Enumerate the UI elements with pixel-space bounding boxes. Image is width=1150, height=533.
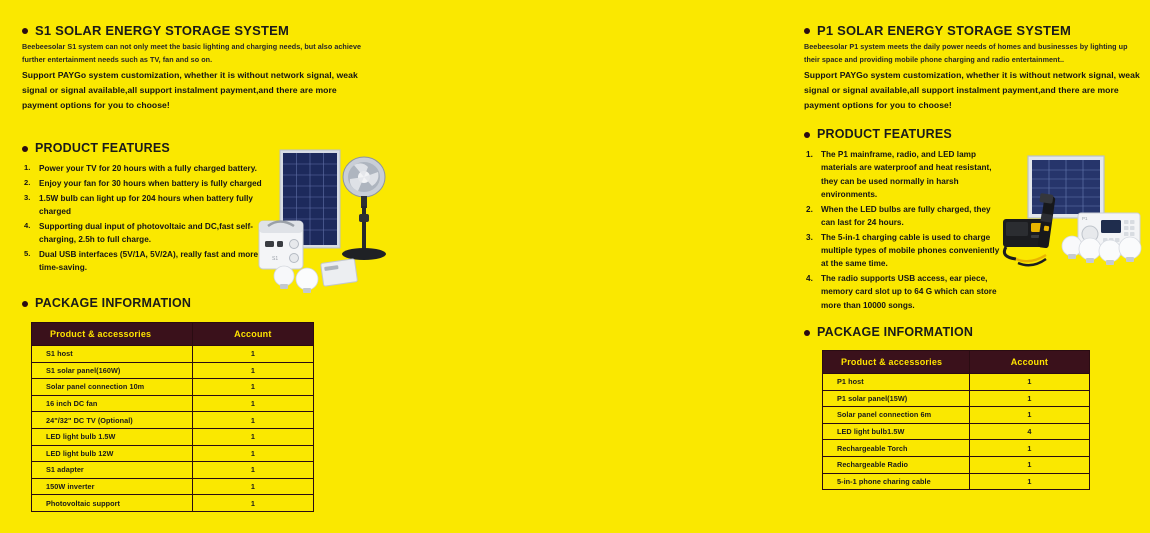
- cell-account: 1: [192, 346, 313, 363]
- table-row: [32, 395, 314, 412]
- right-features-list: [804, 148, 1004, 313]
- cell-account: 1: [192, 395, 313, 412]
- left-package-table: [31, 322, 314, 512]
- left-product-column: [0, 0, 390, 533]
- list-item-number: 1.: [806, 150, 813, 159]
- cell-account: 1: [192, 412, 313, 429]
- table-row: [823, 423, 1090, 440]
- bullet-dot-icon: [22, 146, 28, 152]
- cell-product: LED light bulb 12W: [32, 445, 193, 462]
- list-item: [22, 162, 277, 175]
- table-row: [32, 379, 314, 396]
- list-item-text: Power your TV for 20 hours with a fully charged battery.: [39, 164, 257, 173]
- svg-text:P1: P1: [1082, 216, 1088, 221]
- cell-product: 16 inch DC fan: [32, 395, 193, 412]
- cell-account: 1: [192, 428, 313, 445]
- cell-account: 1: [192, 362, 313, 379]
- left-system-heading: [22, 24, 289, 38]
- list-item-text: When the LED bulbs are fully charged, they can last for 24 hours.: [821, 204, 991, 227]
- list-item-number: 5.: [24, 248, 31, 258]
- cell-account: 1: [969, 407, 1089, 424]
- list-item: [804, 203, 1004, 230]
- pedestal-fan-icon: [342, 157, 386, 260]
- bullet-dot-icon: [22, 28, 28, 34]
- table-row: [823, 473, 1090, 490]
- left-product-photo: [258, 148, 393, 293]
- right-features-title: PRODUCT FEATURES: [817, 127, 952, 141]
- cell-product: S1 host: [32, 346, 193, 363]
- left-system-title: S1 SOLAR ENERGY STORAGE SYSTEM: [35, 23, 290, 38]
- list-item-number: 1.: [24, 163, 31, 172]
- list-item: [22, 177, 277, 190]
- list-item-number: 2.: [24, 177, 31, 187]
- cell-product: Rechargeable Torch: [823, 440, 970, 457]
- right-product-column: [400, 0, 1140, 533]
- cell-account: 1: [969, 440, 1089, 457]
- cell-product: 24"/32" DC TV (Optional): [32, 412, 193, 429]
- list-item-text: Supporting dual input of photovoltaic and DC,fast self-charging, 2.5h to full charge.: [39, 221, 253, 244]
- cell-account: 4: [969, 423, 1089, 440]
- cell-product: LED light bulb 1.5W: [32, 428, 193, 445]
- inverter-icon: [321, 259, 358, 287]
- table-row: [823, 456, 1090, 473]
- table-row: [32, 362, 314, 379]
- right-intro-bold: Support PAYGo system customization, whether it is without network signal, weak signal or signal available,all support instalment payment,and there are more payment options for you to choose!: [804, 70, 1140, 110]
- s1-solar-kit-illustration: [258, 148, 393, 293]
- list-item: [804, 148, 1004, 201]
- list-item: [804, 231, 1004, 271]
- left-features-heading: [22, 142, 170, 156]
- table-header-row: [823, 351, 1090, 374]
- cell-account: 1: [192, 445, 313, 462]
- cell-account: 1: [969, 456, 1089, 473]
- cell-product: Solar panel connection 6m: [823, 407, 970, 424]
- list-item-text: The 5-in-1 charging cable is used to charge multiple types of mobile phones conveniently at the same time.: [821, 232, 1000, 269]
- svg-text:S1: S1: [272, 256, 279, 262]
- list-item-number: 3.: [24, 192, 31, 202]
- list-item-number: 3.: [806, 232, 813, 242]
- right-system-heading: [804, 24, 1071, 38]
- left-package-heading: [22, 297, 191, 311]
- table-header-row: [32, 323, 314, 346]
- list-item-number: 4.: [806, 274, 813, 284]
- bullet-dot-icon: [804, 28, 810, 34]
- right-intro-small: Beebeesolar P1 system meets the daily power needs of homes and businesses by lighting up their space and providing mobile phone charging and radio entertainment..: [804, 42, 1128, 65]
- table-row: [823, 407, 1090, 424]
- list-item-text: The P1 mainframe, radio, and LED lamp materials are waterproof and heat resistant, they can be used normally in harsh environments.: [821, 150, 992, 199]
- column-header-account: Account: [192, 323, 313, 346]
- table-row: [823, 440, 1090, 457]
- cell-product: 5-in-1 phone charing cable: [823, 473, 970, 490]
- cell-product: S1 adapter: [32, 462, 193, 479]
- column-header-account: Account: [969, 351, 1089, 374]
- list-item: [22, 248, 277, 275]
- right-package-title: PACKAGE INFORMATION: [817, 325, 974, 339]
- led-bulb-icon: [274, 266, 318, 293]
- list-item-text: Enjoy your fan for 30 hours when battery is fully charged: [39, 178, 262, 188]
- list-item-text: The radio supports USB access, ear piece, memory card slot up to 64 G which can store more than 10000 songs.: [821, 274, 997, 310]
- right-product-photo: [1000, 148, 1150, 293]
- left-features-title: PRODUCT FEATURES: [35, 141, 170, 155]
- left-intro-small: Beebeesolar S1 system can not only meet the basic lighting and charging needs, but also achieve further entertainment needs such as TV, fan and so on.: [22, 42, 362, 65]
- p1-solar-kit-illustration: [1000, 148, 1150, 293]
- right-package-heading: [804, 326, 973, 340]
- left-features-list: [22, 162, 277, 276]
- cell-product: 150W inverter: [32, 478, 193, 495]
- table-row: [32, 445, 314, 462]
- cell-product: Photovoltaic support: [32, 495, 193, 512]
- table-row: [32, 462, 314, 479]
- list-item: [804, 272, 1004, 312]
- table-row: [32, 478, 314, 495]
- cell-account: 1: [192, 495, 313, 512]
- list-item-text: Dual USB interfaces (5V/1A, 5V/2A), really fast and more time-saving.: [39, 249, 259, 272]
- table-row: [32, 412, 314, 429]
- cell-account: 1: [969, 390, 1089, 407]
- table-row: [823, 390, 1090, 407]
- column-header-product: Product & accessories: [823, 351, 970, 374]
- list-item-number: 4.: [24, 220, 31, 230]
- cell-product: Rechargeable Radio: [823, 456, 970, 473]
- cell-account: 1: [192, 478, 313, 495]
- list-item: [22, 192, 277, 219]
- left-package-title: PACKAGE INFORMATION: [35, 296, 192, 310]
- table-row: [823, 374, 1090, 391]
- right-features-heading: [804, 128, 952, 142]
- left-intro-bold: Support PAYGo system customization, whether it is without network signal, weak signal or signal available,all support instalment payment,and there are more payment options for you to choose!: [22, 70, 358, 110]
- list-item-number: 2.: [806, 204, 813, 214]
- cell-account: 1: [969, 473, 1089, 490]
- cell-account: 1: [192, 462, 313, 479]
- table-row: [32, 495, 314, 512]
- bullet-dot-icon: [804, 132, 810, 138]
- cell-product: LED light bulb1.5W: [823, 423, 970, 440]
- list-item-text: 1.5W bulb can light up for 204 hours when battery fully charged: [39, 193, 253, 216]
- cell-account: 1: [192, 379, 313, 396]
- right-system-title: P1 SOLAR ENERGY STORAGE SYSTEM: [817, 23, 1072, 38]
- bullet-dot-icon: [22, 301, 28, 307]
- table-row: [32, 346, 314, 363]
- table-row: [32, 428, 314, 445]
- cell-account: 1: [969, 374, 1089, 391]
- right-package-table: [822, 350, 1090, 490]
- cell-product: Solar panel connection 10m: [32, 379, 193, 396]
- column-header-product: Product & accessories: [32, 323, 193, 346]
- cell-product: S1 solar panel(160W): [32, 362, 193, 379]
- cell-product: P1 host: [823, 374, 970, 391]
- list-item: [22, 220, 277, 247]
- power-station-icon: [259, 221, 303, 269]
- bullet-dot-icon: [804, 330, 810, 336]
- cell-product: P1 solar panel(15W): [823, 390, 970, 407]
- solar-panel-icon: [1028, 156, 1104, 218]
